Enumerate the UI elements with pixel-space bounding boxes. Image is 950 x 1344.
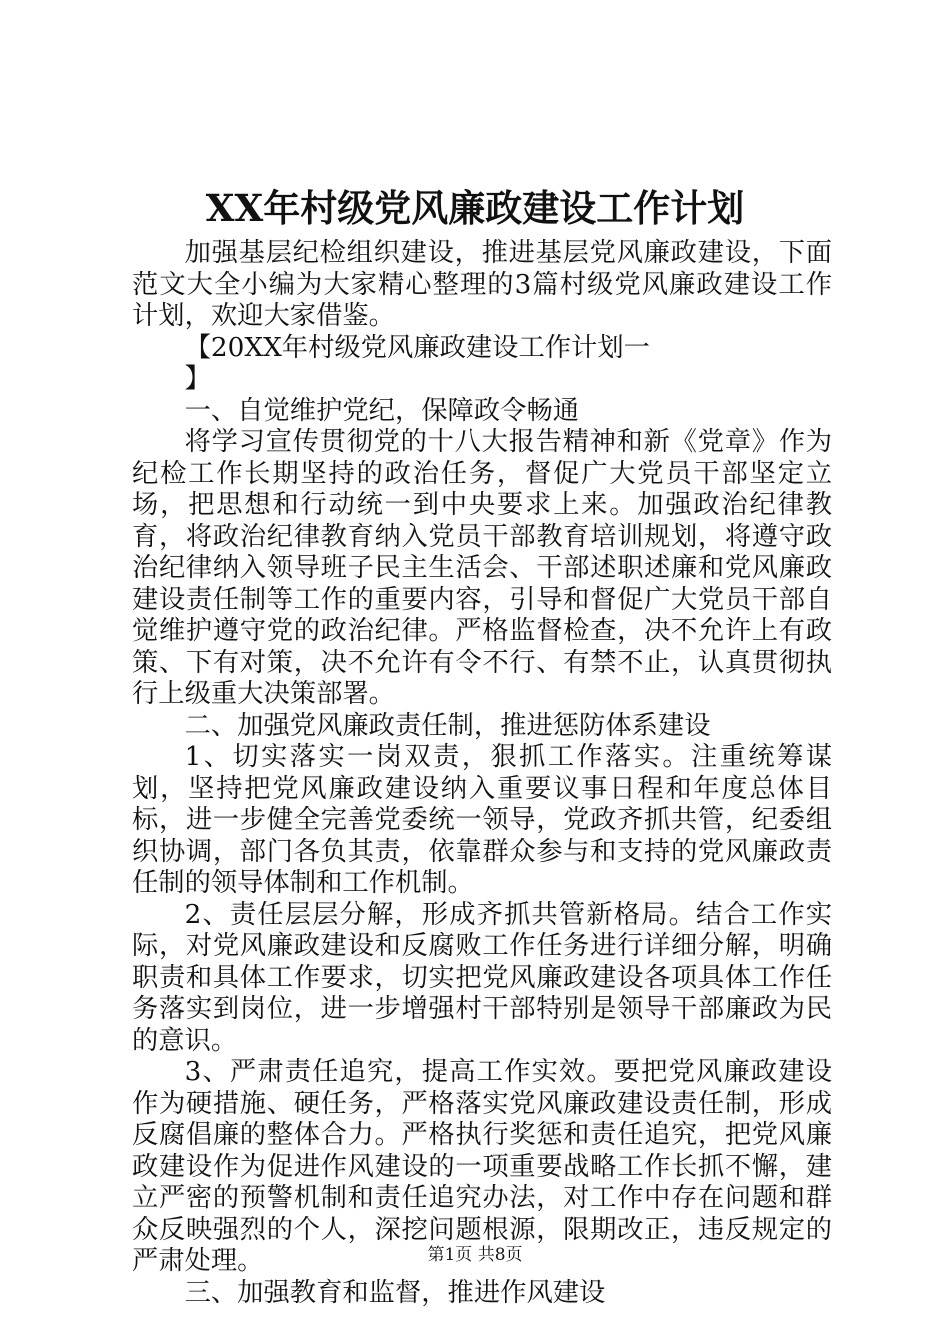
document-title: XX年村级党风廉政建设工作计划 xyxy=(205,186,745,230)
plan-one-heading: 【20XX年村级党风廉政建设工作计划一 xyxy=(184,332,650,363)
page-footer: 第1页 共8页 xyxy=(427,1245,523,1265)
section-heading-1: 一、自觉维护党纪，保障政令畅通 xyxy=(184,395,580,426)
section-2-item-1: 1、切实落实一岗双责，狠抓工作落实。注重统筹谋划，坚持把党风廉政建设纳入重要议事日程和年度总体目标，进一步健全完善党委统一领导，党政齐抓共管，纪委组织协调，部门各负其责，依靠群众参与和支持的党风廉政责任制的领导体制和工作机制。 xyxy=(132,742,832,898)
intro-paragraph: 加强基层纪检组织建设，推进基层党风廉政建设，下面范文大全小编为大家精心整理的3篇村级党风廉政建设工作计划，欢迎大家借鉴。 xyxy=(132,238,832,331)
section-1-paragraph: 将学习宣传贯彻党的十八大报告精神和新《党章》作为纪检工作长期坚持的政治任务，督促广大党员干部坚定立场，把思想和行动统一到中央要求上来。加强政治纪律教育，将政治纪律教育纳入党员干部教育培训规划，将遵守政治纪律纳入领导班子民主生活会、干部述职述廉和党风廉政建设责任制等工作的重要内容，引导和督促广大党员干部自觉维护遵守党的政治纪律。严格监督检查，决不允许上有政策、下有对策，决不允许有令不行、有禁不止，认真贯彻执行上级重大决策部署。 xyxy=(132,427,832,709)
plan-one-heading-close: 】 xyxy=(184,364,211,394)
document-body xyxy=(132,238,832,1309)
section-2-item-2: 2、责任层层分解，形成齐抓共管新格局。结合工作实际，对党风廉政建设和反腐败工作任务进行详细分解，明确职责和具体工作要求，切实把党风廉政建设各项具体工作任务落实到岗位，进一步增强村干部特别是领导干部廉政为民的意识。 xyxy=(132,899,832,1056)
section-heading-3: 三、加强教育和监督，推进作风建设 xyxy=(184,1277,606,1308)
section-2-item-3: 3、严肃责任追究，提高工作实效。要把党风廉政建设作为硬措施、硬任务，严格落实党风廉政建设责任制，形成反腐倡廉的整体合力。严格执行奖惩和责任追究，把党风廉政建设作为促进作风建设的一项重要战略工作长抓不懈，建立严密的预警机制和责任追究办法，对工作中存在问题和群众反映强烈的个人，深挖问题根源，限期改正，违反规定的严肃处理。 xyxy=(132,1057,832,1276)
section-heading-2: 二、加强党风廉政责任制，推进惩防体系建设 xyxy=(184,710,711,741)
